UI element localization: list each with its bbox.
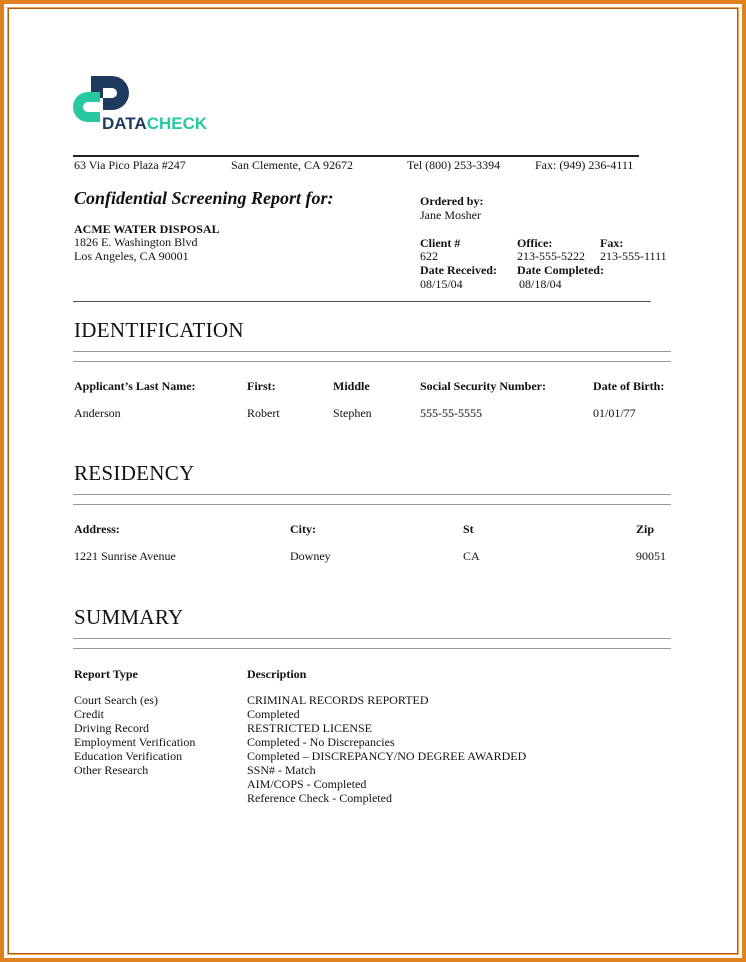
report-title: Confidential Screening Report for: — [74, 188, 334, 208]
fax-label: Fax: — [600, 236, 624, 250]
ssn-label: Social Security Number: — [420, 379, 546, 393]
zip-value: 90051 — [636, 549, 666, 563]
first-name-label: First: — [247, 379, 276, 393]
client-number-value: 622 — [420, 249, 438, 263]
client-street: 1826 E. Washington Blvd — [74, 235, 198, 249]
zip-label: Zip — [636, 522, 655, 536]
residency-rule-1 — [73, 494, 671, 495]
logo-text-data: DATA — [102, 114, 147, 133]
header-city: San Clemente, CA 92672 — [231, 158, 353, 172]
last-name-value: Anderson — [74, 406, 121, 420]
residency-title: RESIDENCY — [74, 461, 195, 485]
state-label: St — [463, 522, 474, 536]
identification-rule-2 — [73, 361, 671, 362]
client-city: Los Angeles, CA 90001 — [74, 249, 189, 263]
header-fax: Fax: (949) 236-4111 — [535, 158, 634, 172]
identification-title: IDENTIFICATION — [74, 318, 244, 342]
header-rule — [73, 155, 639, 157]
residency-rule-2 — [73, 504, 671, 505]
report-type-list — [74, 693, 195, 777]
ordered-by-label: Ordered by: — [420, 194, 484, 208]
identification-rule-1 — [73, 351, 671, 352]
description-list — [247, 693, 526, 805]
report-type-item: Court Search (es) — [74, 693, 158, 707]
date-received-label: Date Received: — [420, 263, 497, 277]
report-type-item: Driving Record — [74, 721, 149, 735]
office-label: Office: — [517, 236, 553, 250]
header-address: 63 Via Pico Plaza #247 — [74, 158, 186, 172]
description-item: Completed - No Discrepancies — [247, 735, 395, 749]
date-received-value: 08/15/04 — [420, 277, 463, 291]
logo-text-check: CHECK — [146, 114, 208, 133]
report-type-item: Education Verification — [74, 749, 183, 763]
description-item: Completed – DISCREPANCY/NO DEGREE AWARDED — [247, 749, 527, 763]
dob-label: Date of Birth: — [593, 379, 665, 393]
summary-title: SUMMARY — [74, 605, 184, 629]
description-item: Reference Check - Completed — [247, 791, 392, 805]
logo-wordmark — [102, 114, 207, 134]
city-value: Downey — [290, 549, 331, 563]
description-item: AIM/COPS - Completed — [247, 777, 367, 791]
last-name-label: Applicant’s Last Name: — [74, 379, 196, 393]
city-label: City: — [290, 522, 316, 536]
fax-value: 213-555-1111 — [600, 249, 667, 263]
dob-value: 01/01/77 — [593, 406, 636, 420]
ssn-value: 555-55-5555 — [420, 406, 482, 420]
report-type-label: Report Type — [74, 667, 138, 681]
description-item: SSN# - Match — [247, 763, 316, 777]
address-value: 1221 Sunrise Avenue — [74, 549, 176, 563]
address-label: Address: — [74, 522, 120, 536]
header-tel: Tel (800) 253-3394 — [407, 158, 501, 172]
state-value: CA — [463, 549, 480, 563]
office-value: 213-555-5222 — [517, 249, 585, 263]
description-item: Completed — [247, 707, 300, 721]
report-type-item: Credit — [74, 707, 104, 721]
client-company: ACME WATER DISPOSAL — [74, 222, 220, 236]
date-completed-label: Date Completed: — [517, 263, 604, 277]
date-completed-value: 08/18/04 — [519, 277, 562, 291]
description-item: RESTRICTED LICENSE — [247, 721, 372, 735]
report-info-rule — [73, 301, 651, 302]
report-type-item: Other Research — [74, 763, 149, 777]
middle-name-value: Stephen — [333, 406, 372, 420]
report-type-item: Employment Verification — [74, 735, 196, 749]
client-number-label: Client # — [420, 236, 461, 250]
summary-rule-2 — [73, 648, 671, 649]
description-item: CRIMINAL RECORDS REPORTED — [247, 693, 429, 707]
first-name-value: Robert — [247, 406, 280, 420]
middle-name-label: Middle — [333, 379, 370, 393]
ordered-by-value: Jane Mosher — [420, 208, 481, 222]
summary-rule-1 — [73, 638, 671, 639]
description-label: Description — [247, 667, 307, 681]
